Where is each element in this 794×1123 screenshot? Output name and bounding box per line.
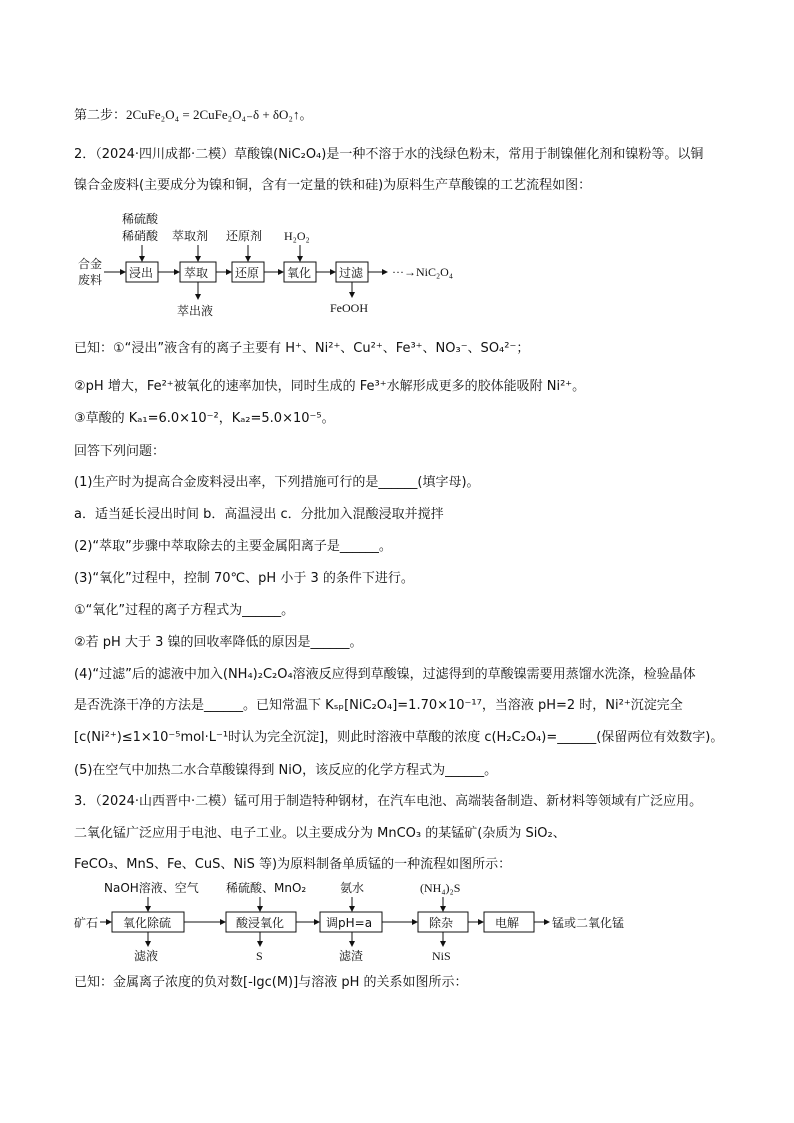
q2-sub3-1: ①“氧化”过程的离子方程式为______。 <box>74 603 295 618</box>
q2-out-filter: FeOOH <box>330 301 368 315</box>
q3-out3: 滤渣 <box>339 949 364 963</box>
q2-answer-prompt: 回答下列问题： <box>74 444 166 459</box>
q2-reagent-extract: 萃取剂 <box>172 229 209 243</box>
q3-feed: 矿石 <box>74 916 99 930</box>
q2-reagent-reduce: 还原剂 <box>226 229 263 243</box>
q2-step-reduce: 还原 <box>235 266 260 280</box>
q3-reagent1: NaOH溶液、空气 <box>104 881 199 895</box>
q3-reagent4: (NH₄)₂S <box>420 881 461 895</box>
q2-reagent-leach-line1: 稀硫酸 <box>122 212 159 226</box>
q2-sub4-line1: (4)“过滤”后的滤液中加入(NH₄)₂C₂O₄溶液反应得到草酸镍，过滤得到的草酸镍需要用蒸馏水洗涤，检验晶体 <box>74 667 696 682</box>
q3-step3: 调pH=a <box>326 916 373 930</box>
q2-sub2: (2)“萃取”步骤中萃取除去的主要金属阳离子是______。 <box>74 539 392 554</box>
q2-step-leach: 浸出 <box>129 266 154 280</box>
q3-out1: 滤液 <box>134 949 159 963</box>
q2-sub5: (5)在空气中加热二水合草酸镍得到 NiO，该反应的化学方程式为______。 <box>74 763 498 778</box>
q2-reagent-oxidize: H₂O₂ <box>284 229 310 243</box>
q3-reagent3: 氨水 <box>340 881 365 895</box>
q3-step4: 除杂 <box>429 916 454 930</box>
q2-sub3: (3)“氧化”过程中，控制 70℃、pH 小于 3 的条件下进行。 <box>74 571 414 586</box>
q3-reagent2: 稀硫酸、MnO₂ <box>226 881 307 895</box>
q2-step-oxidize: 氧化 <box>287 266 312 280</box>
q2-sub1-options: a．适当延长浸出时间 b．高温浸出 c．分批加入混酸浸取并搅拌 <box>74 507 444 522</box>
q2-step-extract: 萃取 <box>184 266 209 280</box>
q3-known: 已知：金属离子浓度的负对数[-lgc(M)]与溶液 pH 的关系如图所示： <box>74 975 468 990</box>
q2-step-filter: 过滤 <box>339 266 364 280</box>
q2-intro-line2: 镍合金废料(主要成分为镍和铜，含有一定量的铁和硅)为原料生产草酸镍的工艺流程如图： <box>74 178 592 193</box>
q2-out-extract: 萃出液 <box>177 304 214 318</box>
q2-sub3-2: ②若 pH 大于 3 镍的回收率降低的原因是______。 <box>74 635 363 650</box>
q2-known-2: ②pH 增大，Fe²⁺被氧化的速率加快，同时生成的 Fe³⁺水解形成更多的胶体能吸附 Ni²⁺。 <box>74 379 586 394</box>
q2-known-1: 已知：①“浸出”液含有的离子主要有 H⁺、Ni²⁺、Cu²⁺、Fe³⁺、NO₃⁻、SO₄²⁻； <box>74 341 530 356</box>
q2-intro-line1: 2．（2024·四川成都·二模）草酸镍(NiC₂O₄)是一种不溶于水的浅绿色粉末，常用于制镍催化剂和镍粉等。以铜 <box>74 147 704 162</box>
q3-intro-line1: 3．（2024·山西晋中·二模）锰可用于制造特种钢材，在汽车电池、高端装备制造、新材料等领域有广泛应用。 <box>74 794 703 809</box>
q2-sub4-line3: [c(Ni²⁺)≤1×10⁻⁵mol·L⁻¹时认为完全沉淀]，则此时溶液中草酸的浓度 c(H₂C₂O₄)=______(保留两位有效数字)。 <box>74 730 724 745</box>
q2-sub1: (1)生产时为提高合金废料浸出率，下列措施可行的是______(填字母)。 <box>74 475 480 490</box>
q2-reagent-leach-line2: 稀硝酸 <box>122 229 159 243</box>
q2-known-3: ③草酸的 Kₐ₁=6.0×10⁻²，Kₐ₂=5.0×10⁻⁵。 <box>74 411 335 426</box>
q2-product: ···→NiC₂O₄ <box>392 265 454 279</box>
q3-step5: 电解 <box>495 916 520 930</box>
q3-intro-line3: FeCO₃、MnS、Fe、CuS、NiS 等)为原料制备单质锰的一种流程如图所示： <box>74 857 512 872</box>
q2-feed-line2: 废料 <box>78 273 103 287</box>
q2-feed-line1: 合金 <box>78 257 103 271</box>
step-two-equation: 第二步：2CuFe₂O₄ = 2CuFe₂O₄₋δ + δO₂↑。 <box>74 107 313 122</box>
q3-intro-line2: 二氧化锰广泛应用于电池、电子工业。以主要成分为 MnCO₃ 的某锰矿(杂质为 SiO₂、 <box>74 826 566 841</box>
q3-step2: 酸浸氧化 <box>236 916 285 930</box>
q3-product: 锰或二氧化锰 <box>552 916 625 930</box>
q2-sub4-line2: 是否洗涤干净的方法是______。已知常温下 Kₛₚ[NiC₂O₄]=1.70×10⁻¹⁷，当溶液 pH=2 时，Ni²⁺沉淀完全 <box>74 698 683 713</box>
q3-step1: 氧化除硫 <box>123 916 172 930</box>
q3-out4: NiS <box>432 949 451 963</box>
q3-out2: S <box>256 949 263 963</box>
